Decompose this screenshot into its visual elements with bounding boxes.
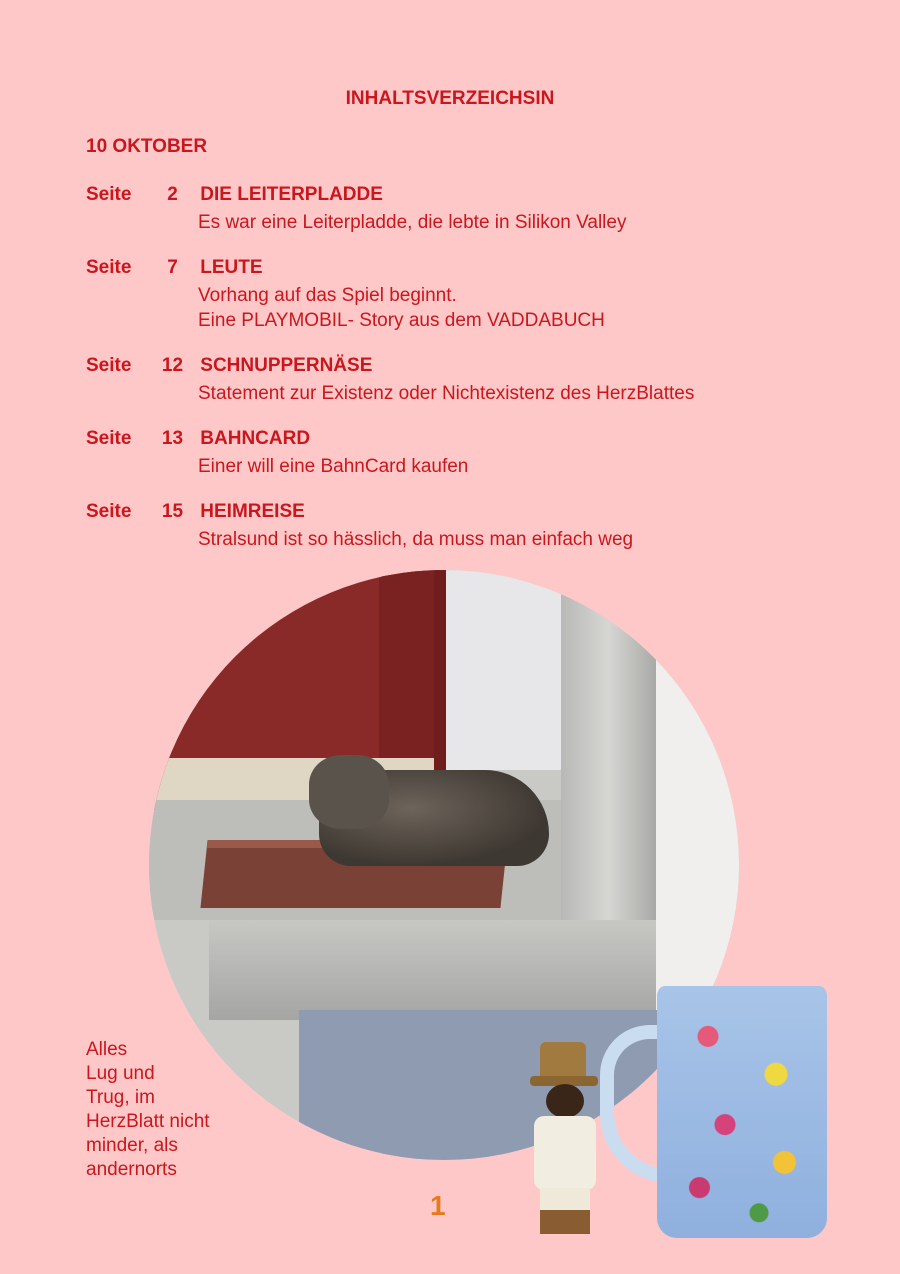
playmobil-head xyxy=(546,1084,584,1118)
toc-page-number: 15 xyxy=(161,501,184,522)
note-line: minder, als xyxy=(86,1135,178,1156)
toc-seite-label: Seite xyxy=(86,355,132,376)
toc-page-number: 2 xyxy=(167,184,178,205)
toc-heading: HEIMREISE xyxy=(200,501,305,522)
toc-description: Eine PLAYMOBIL- Story aus dem VADDABUCH xyxy=(198,310,605,331)
toc-entry[interactable] xyxy=(86,501,633,552)
metal-frame-horizontal xyxy=(209,920,656,1020)
toc-entry[interactable] xyxy=(86,257,605,333)
toc-page-number: 7 xyxy=(167,257,178,278)
playmobil-body xyxy=(534,1116,596,1190)
note-line: andernorts xyxy=(86,1159,177,1180)
toc-seite-label: Seite xyxy=(86,257,132,278)
window-frame xyxy=(434,570,446,800)
toc-description: Statement zur Existenz oder Nichtexistenz des HerzBlattes xyxy=(198,383,695,404)
toc-description: Einer will eine BahnCard kaufen xyxy=(198,456,469,477)
toc-heading: BAHNCARD xyxy=(200,428,311,449)
window-reflection xyxy=(441,570,561,770)
toc-description: Stralsund ist so hässlich, da muss man einfach weg xyxy=(198,529,634,550)
toc-page-number: 13 xyxy=(161,428,184,449)
toc-seite-label: Seite xyxy=(86,501,132,522)
toc-entry[interactable] xyxy=(86,355,694,406)
floral-mug xyxy=(657,986,827,1238)
side-note xyxy=(86,1038,246,1182)
toc-entry[interactable] xyxy=(86,428,468,479)
note-line: HerzBlatt nicht xyxy=(86,1111,210,1132)
toc-entry[interactable] xyxy=(86,184,626,235)
page-title: INHALTSVERZEICHSIN xyxy=(345,88,555,109)
note-line: Trug, im xyxy=(86,1087,155,1108)
toc-heading: SCHNUPPERNÄSE xyxy=(200,355,373,376)
playmobil-boots xyxy=(540,1210,590,1234)
playmobil-hat xyxy=(540,1042,586,1080)
toc-heading: DIE LEITERPLADDE xyxy=(200,184,383,205)
toc-heading: LEUTE xyxy=(200,257,263,278)
toc-description: Es war eine Leiterpladde, die lebte in Silikon Valley xyxy=(198,212,627,233)
toc-description: Vorhang auf das Spiel beginnt. xyxy=(198,285,457,306)
note-line: Lug und xyxy=(86,1063,155,1084)
toc-page-number: 12 xyxy=(161,355,184,376)
page-number: 1 xyxy=(430,1190,446,1221)
cat-head xyxy=(309,755,389,829)
toc-seite-label: Seite xyxy=(86,184,132,205)
issue-date: 10 OKTOBER xyxy=(86,136,208,157)
toc-seite-label: Seite xyxy=(86,428,132,449)
note-line: Alles xyxy=(86,1039,128,1060)
